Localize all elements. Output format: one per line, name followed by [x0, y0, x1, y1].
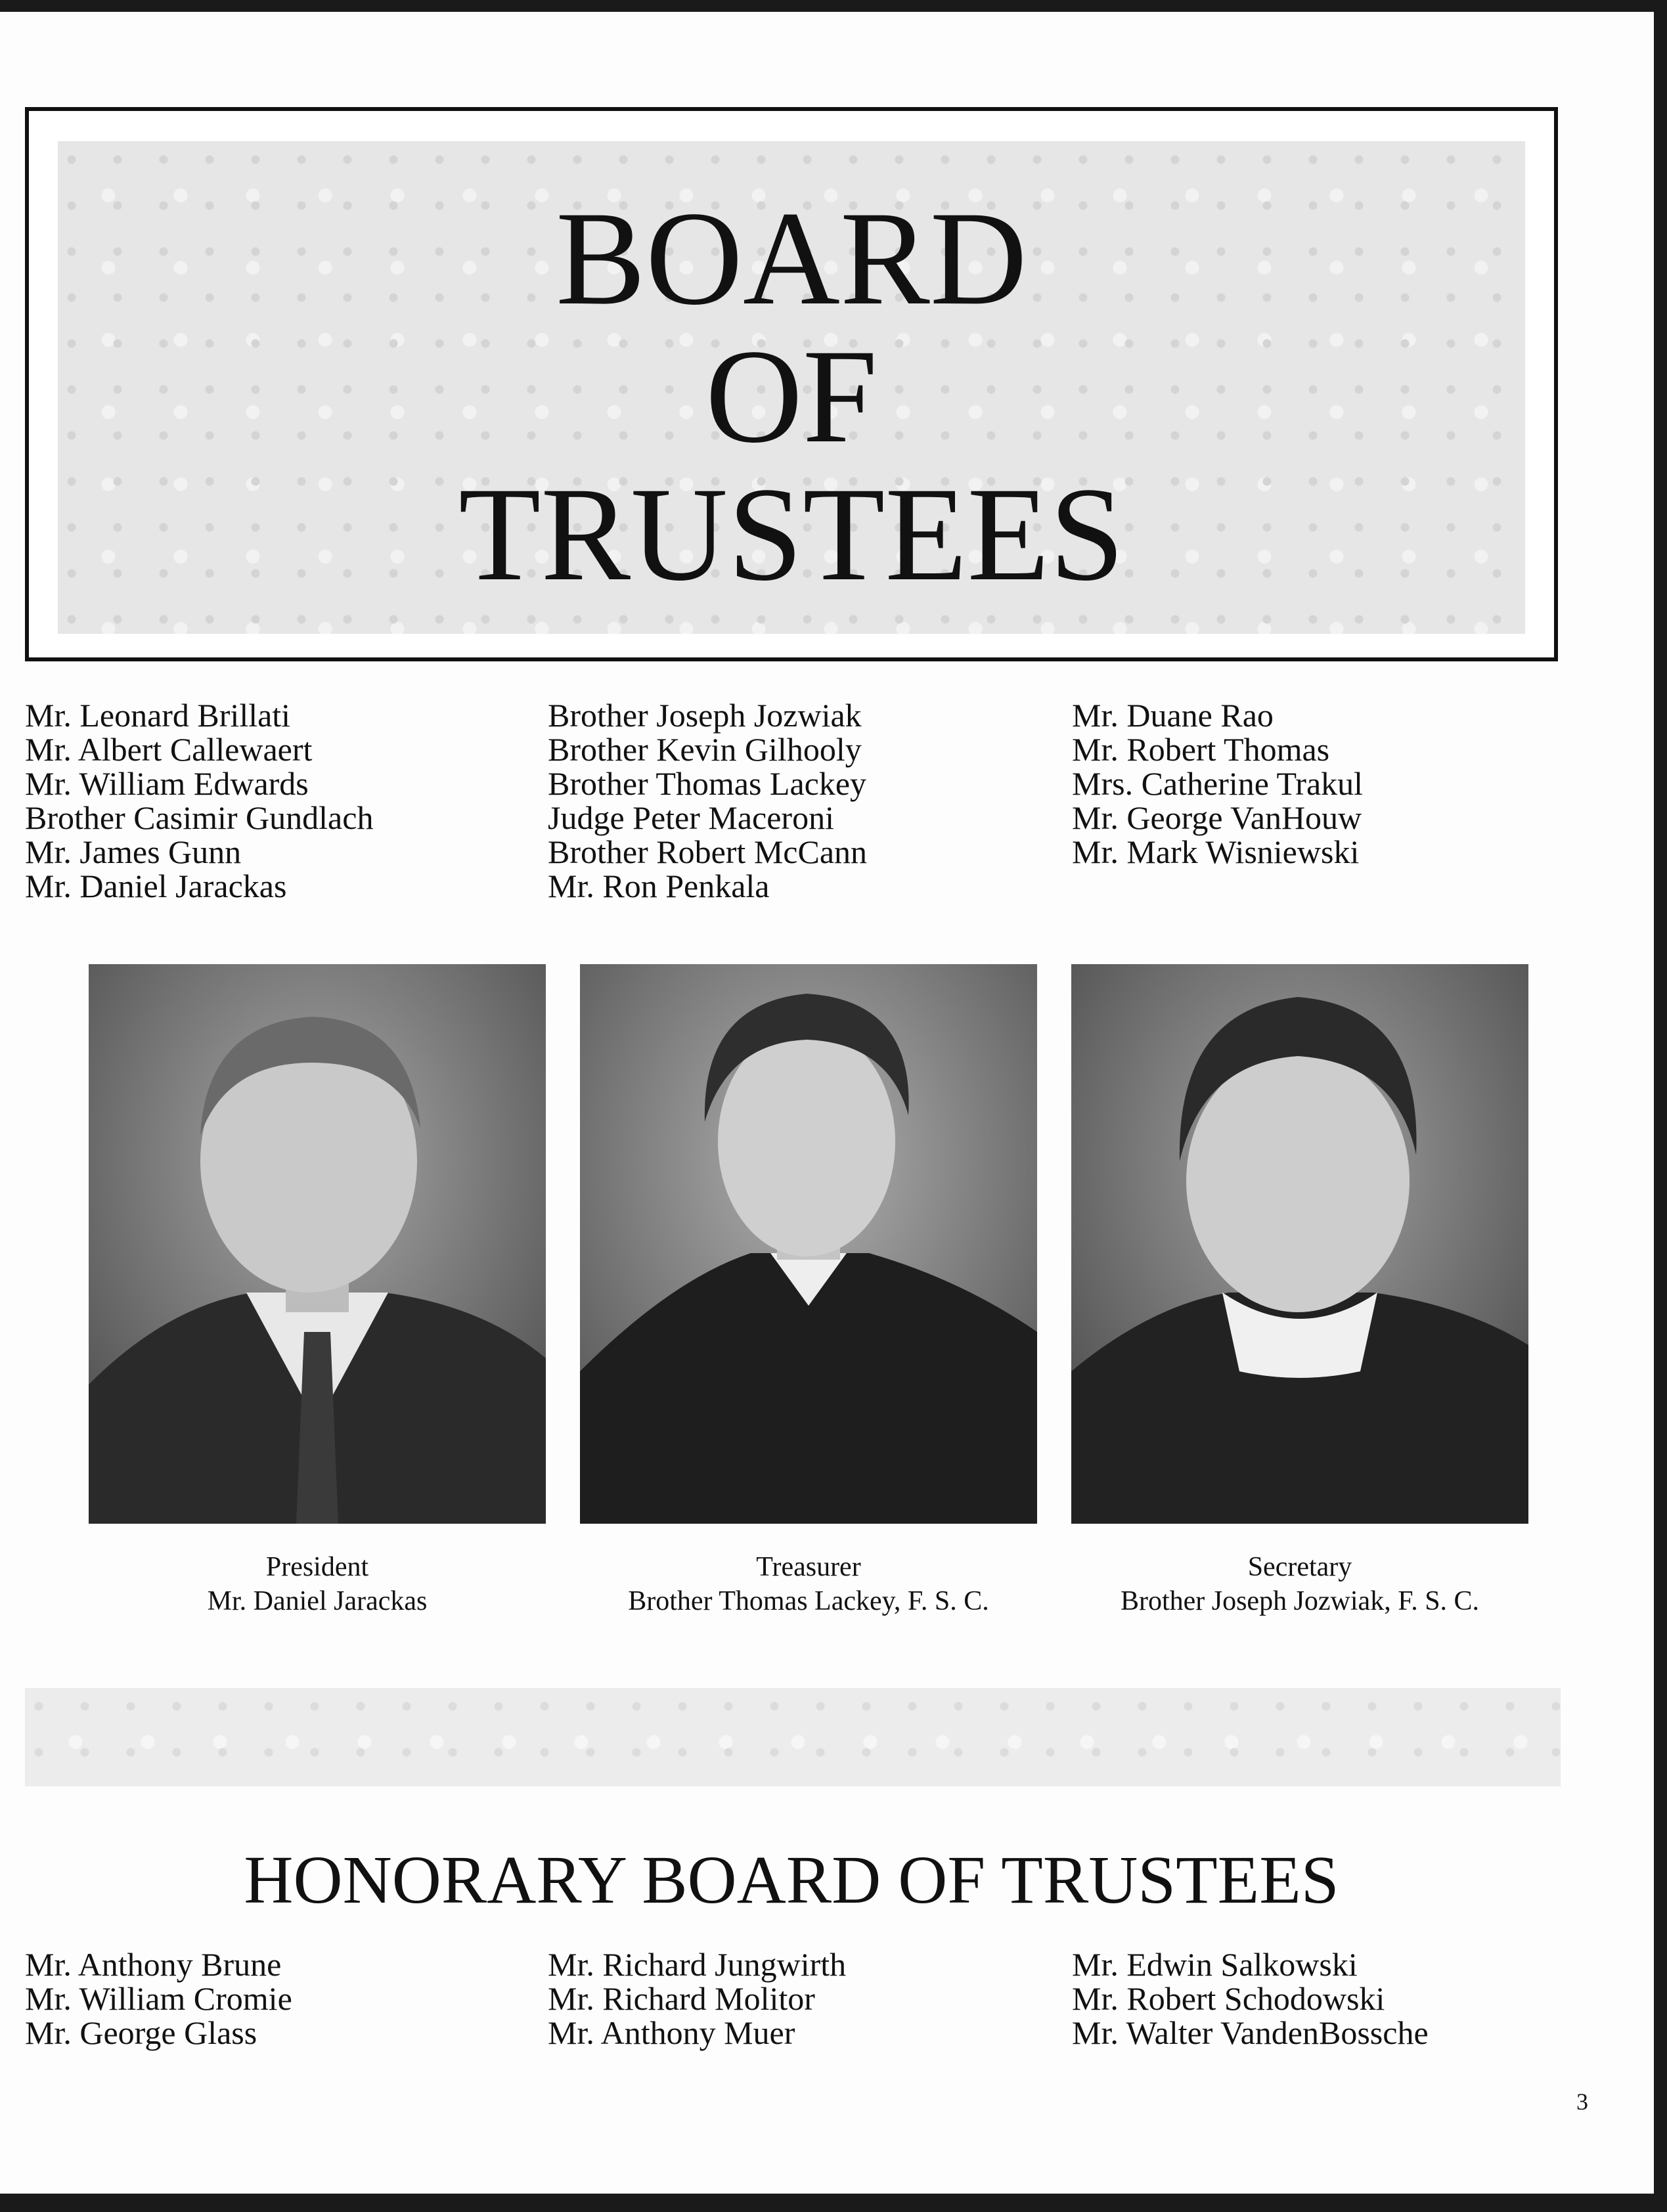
honorary-member: Mr. Anthony Muer: [548, 2014, 795, 2051]
honorary-members-column-1: [25, 1947, 292, 2050]
board-member: Mr. Duane Rao: [1072, 697, 1274, 734]
board-member: Brother Joseph Jozwiak: [548, 697, 862, 734]
officer-role: President: [265, 1552, 369, 1582]
board-members-column-1: [25, 698, 373, 903]
honorary-member: Mr. George Glass: [25, 2014, 257, 2051]
title-box: [25, 107, 1558, 661]
page-title-line-3: TRUSTEES: [458, 460, 1124, 609]
secretary-caption: [1050, 1550, 1549, 1618]
honorary-board-title: HONORARY BOARD OF TRUSTEES: [244, 1842, 1339, 1918]
board-members-column-2: [548, 698, 867, 903]
officer-name: Brother Joseph Jozwiak, F. S. C.: [1120, 1586, 1480, 1616]
board-member: Mr. James Gunn: [25, 833, 242, 870]
honorary-member: Mr. Robert Schodowski: [1072, 1980, 1385, 2017]
president-caption: [68, 1550, 567, 1618]
scan-border-right: [1654, 0, 1667, 2212]
honorary-member: Mr. Richard Jungwirth: [548, 1946, 847, 1983]
board-member: Judge Peter Maceroni: [548, 799, 834, 836]
honorary-member: Mr. Richard Molitor: [548, 1980, 815, 2017]
honorary-member: Mr. Edwin Salkowski: [1072, 1946, 1358, 1983]
officer-name: Brother Thomas Lackey, F. S. C.: [628, 1586, 989, 1616]
board-member: Mr. Robert Thomas: [1072, 731, 1330, 768]
scan-border-bottom: [0, 2194, 1667, 2212]
officer-role: Secretary: [1247, 1552, 1352, 1582]
board-member: Mr. William Edwards: [25, 765, 309, 802]
president-photo: [89, 964, 546, 1524]
board-member: Brother Thomas Lackey: [548, 765, 867, 802]
honorary-member: Mr. Anthony Brune: [25, 1946, 282, 1983]
page-title: [29, 184, 1554, 609]
board-member: Mr. Ron Penkala: [548, 868, 770, 904]
honorary-members-column-2: [548, 1947, 846, 2050]
decorative-band: [25, 1688, 1561, 1786]
honorary-member: Mr. Walter VandenBossche: [1072, 2014, 1429, 2051]
board-members-column-3: [1072, 698, 1363, 869]
board-member: Mr. Albert Callewaert: [25, 731, 313, 768]
secretary-photo: [1071, 964, 1528, 1524]
honorary-member: Mr. William Cromie: [25, 1980, 292, 2017]
board-member: Mr. Leonard Brillati: [25, 697, 291, 734]
board-member: Brother Casimir Gundlach: [25, 799, 374, 836]
page-title-line-2: OF: [705, 322, 878, 471]
treasurer-photo: [580, 964, 1037, 1524]
board-member: Mr. Mark Wisniewski: [1072, 833, 1360, 870]
board-member: Brother Kevin Gilhooly: [548, 731, 862, 768]
board-member: Brother Robert McCann: [548, 833, 868, 870]
treasurer-caption: [559, 1550, 1058, 1618]
board-member: Mr. Daniel Jarackas: [25, 868, 287, 904]
officer-name: Mr. Daniel Jarackas: [207, 1586, 428, 1616]
board-member: Mr. George VanHouw: [1072, 799, 1362, 836]
page-title-line-1: BOARD: [556, 184, 1027, 333]
honorary-members-column-3: [1072, 1947, 1429, 2050]
officer-role: Treasurer: [756, 1552, 861, 1582]
scan-border-top: [0, 0, 1667, 12]
board-member: Mrs. Catherine Trakul: [1072, 765, 1364, 802]
page-number: 3: [1576, 2089, 1588, 2115]
